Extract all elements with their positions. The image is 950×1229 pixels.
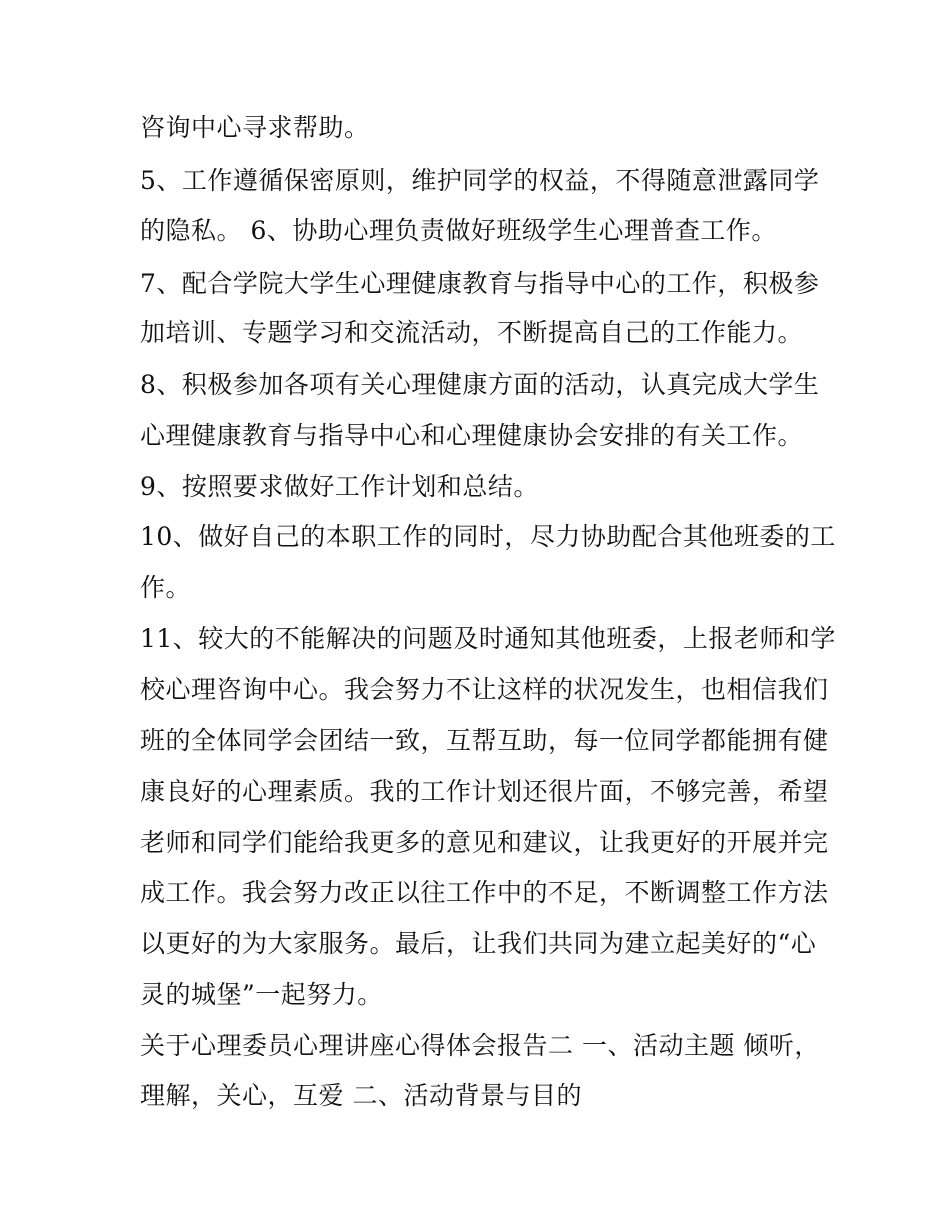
text-line: 11、较大的不能解决的问题及时通知其他班委，上报老师和学 xyxy=(140,624,836,653)
text-line: 灵的城堡”一起努力。 xyxy=(140,980,383,1009)
text-line: 9、按照要求做好工作计划和总结。 xyxy=(140,472,539,501)
text-line: 的隐私。 6、协助心理负责做好班级学生心理普查工作。 xyxy=(140,216,777,245)
text-line: 康良好的心理素质。我的工作计划还很片面，不够完善，希望 xyxy=(140,777,829,806)
text-line: 理解，关心，互爱 二、活动背景与目的 xyxy=(140,1081,582,1110)
text-line: 10、做好自己的本职工作的同时，尽力协助配合其他班委的工 xyxy=(140,522,836,551)
text-line: 作。 xyxy=(140,573,192,602)
text-line: 咨询中心寻求帮助。 xyxy=(140,113,370,142)
text-line: 老师和同学们能给我更多的意见和建议，让我更好的开展并完 xyxy=(140,828,829,857)
text-line: 心理健康教育与指导中心和心理健康协会安排的有关工作。 xyxy=(140,421,804,450)
text-line: 关于心理委员心理讲座心得体会报告二 一、活动主题 倾听， xyxy=(140,1031,820,1060)
text-line: 5、工作遵循保密原则，维护同学的权益，不得随意泄露同学 xyxy=(140,166,820,195)
text-line: 成工作。我会努力改正以往工作中的不足，不断调整工作方法 xyxy=(140,878,829,907)
text-line: 8、积极参加各项有关心理健康方面的活动，认真完成大学生 xyxy=(140,370,820,399)
text-line: 校心理咨询中心。我会努力不让这样的状况发生，也相信我们 xyxy=(140,675,829,704)
text-line: 以更好的为大家服务。最后，让我们共同为建立起美好的“心 xyxy=(140,929,817,958)
text-line: 加培训、专题学习和交流活动，不断提高自己的工作能力。 xyxy=(140,318,804,347)
text-line: 班的全体同学会团结一致，互帮互助，每一位同学都能拥有健 xyxy=(140,726,829,755)
text-line: 7、配合学院大学生心理健康教育与指导中心的工作，积极参 xyxy=(140,269,820,298)
